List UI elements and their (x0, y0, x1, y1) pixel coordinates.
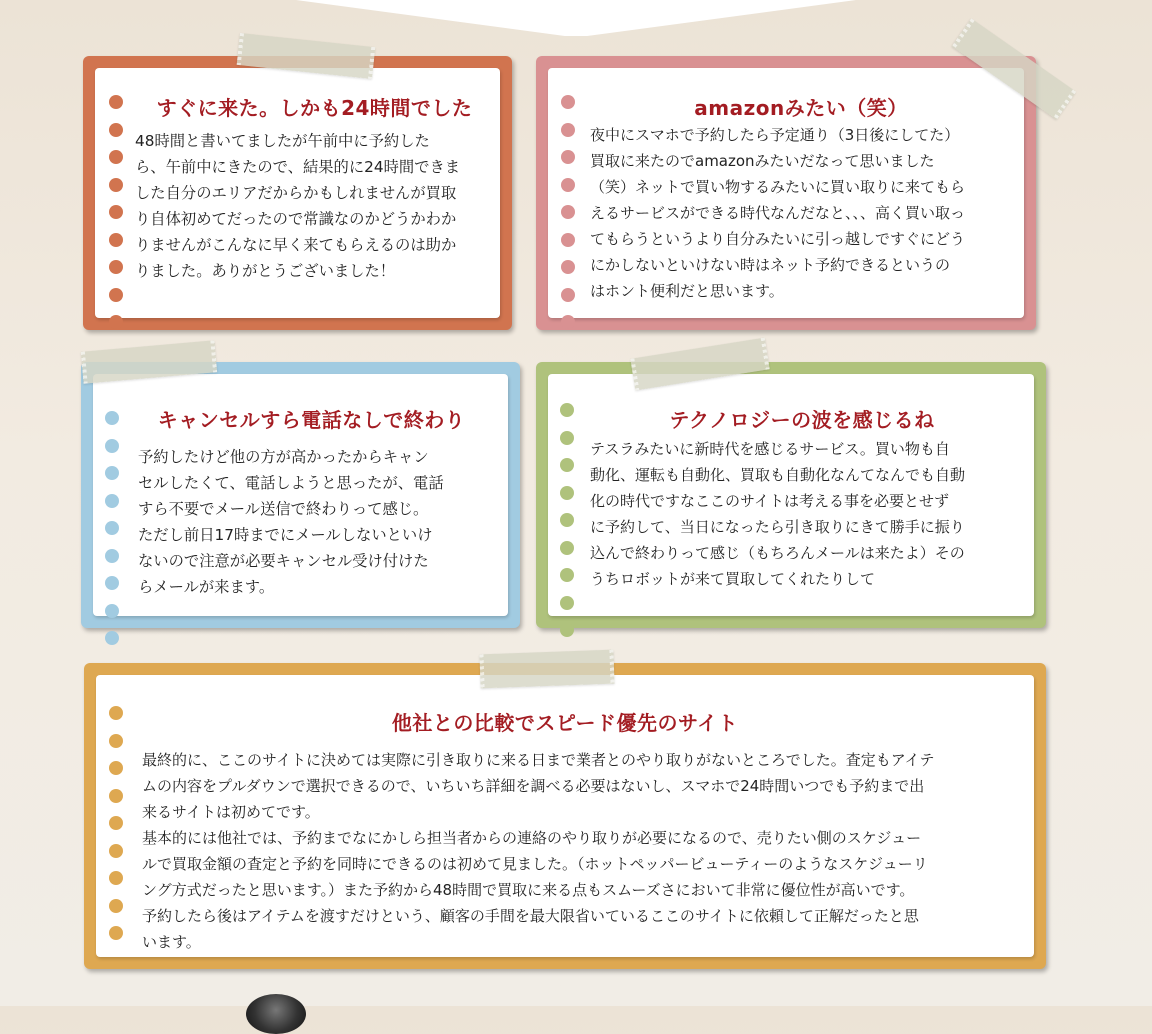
binding-dot (561, 205, 575, 219)
review-title: amazonみたい（笑） (694, 96, 908, 120)
binding-dot (105, 439, 119, 453)
binding-dot (109, 178, 123, 192)
binding-dot (109, 789, 123, 803)
review-line: 来るサイトは初めてです。 (142, 803, 320, 821)
review-line: 買取に来たのでamazonみたいだなって思いました (590, 152, 935, 170)
review-line: りました。ありがとうございました！ (135, 262, 396, 280)
review-line: ら、午前中にきたので、結果的に24時間できま (135, 158, 461, 176)
binding-dot (561, 288, 575, 302)
binding-dot (109, 816, 123, 830)
review-line: ムの内容をプルダウンで選択できるので、いちいち詳細を調べる必要はないし、スマホで24時間いつでも予約まで出 (142, 777, 925, 795)
review-card-5 (84, 663, 1046, 969)
avatar-illustration (246, 994, 306, 1034)
binding-dot (109, 205, 123, 219)
review-title: 他社との比較でスピード優先のサイト (391, 711, 739, 735)
binding-dot (109, 926, 123, 940)
review-line: すら不要でメール送信で終わりって感じ。 (138, 500, 429, 518)
tape-strip (479, 650, 614, 689)
review-line: 基本的には他社では、予約までなにかしら担当者からの連絡のやり取りが必要になるので、売りたい側のスケジュー (142, 829, 922, 847)
review-line: 予約したら後はアイテムを渡すだけという、顧客の手間を最大限省いているここのサイトに依頼して正解だったと思 (142, 907, 919, 925)
review-line: ただし前日17時までにメールしないといけ (138, 526, 433, 544)
header-notch (296, 0, 856, 36)
review-card-paper (548, 374, 1034, 616)
review-line: 込んで終わりって感じ（もちろんメールは来たよ）その (590, 544, 965, 562)
binding-dot (109, 871, 123, 885)
review-title: テクノロジーの波を感じるね (669, 408, 935, 432)
binding-dot (105, 521, 119, 535)
review-line: 動化、運転も自動化、買取も自動化なんてなんでも自動 (590, 466, 966, 484)
binding-dot (109, 844, 123, 858)
binding-dot (105, 604, 119, 618)
review-card-paper (93, 374, 508, 616)
binding-dot (561, 315, 575, 329)
review-title: すぐに来た。しかも24時間でした (156, 96, 473, 120)
review-card-3 (81, 362, 520, 628)
review-text (590, 122, 1030, 304)
binding-dot (105, 549, 119, 563)
review-line: した自分のエリアだからかもしれませんが買取 (135, 184, 457, 202)
review-card-paper (95, 68, 500, 318)
binding-dot (560, 623, 574, 637)
review-line: うちロボットが来て買取してくれたりして (590, 570, 876, 588)
review-line: らメールが来ます。 (138, 578, 275, 596)
review-card-1 (83, 56, 512, 330)
review-line: 化の時代ですなここのサイトは考える事を必要とせず (590, 492, 949, 510)
binding-dot (105, 576, 119, 590)
review-line: ないので注意が必要キャンセル受け付けた (138, 552, 429, 570)
binding-dot (109, 260, 123, 274)
review-title: キャンセルすら電話なしで終わり (157, 408, 466, 432)
binding-dot (109, 233, 123, 247)
binding-dot (560, 541, 574, 555)
review-line: り自体初めてだったので常識なのかどうかわか (135, 210, 457, 228)
review-line: 最終的に、ここのサイトに決めては実際に引き取りに来る日まで業者とのやり取りがないところでした。査定もアイテ (142, 751, 935, 769)
review-line: 予約したけど他の方が高かったからキャン (138, 448, 429, 466)
review-line: にかしないといけない時はネット予約できるというの (590, 256, 951, 274)
binding-dot (109, 288, 123, 302)
binding-dot (109, 95, 123, 109)
binding-dot (560, 568, 574, 582)
binding-dot (109, 150, 123, 164)
review-card-4 (536, 362, 1046, 628)
review-card-paper (96, 675, 1034, 957)
review-line: えるサービスができる時代なんだなと、、、高く買い取っ (590, 204, 966, 222)
binding-dot (105, 411, 119, 425)
review-line: 48時間と書いてましたが午前中に予約した (135, 132, 430, 150)
review-line: テスラみたいに新時代を感じるサービス。買い物も自 (590, 440, 950, 458)
binding-dot (560, 513, 574, 527)
binding-dot (109, 315, 123, 329)
binding-dot (561, 150, 575, 164)
review-card-paper (548, 68, 1024, 318)
binding-dot (105, 466, 119, 480)
binding-dot (560, 431, 574, 445)
binding-dot (560, 596, 574, 610)
review-line: います。 (142, 933, 201, 951)
review-line: （笑）ネットで買い物するみたいに買い取りに来てもら (590, 178, 966, 196)
binding-dot (561, 233, 575, 247)
review-line: りませんがこんなに早く来てもらえるのは助か (135, 236, 457, 254)
review-card-2 (536, 56, 1036, 330)
review-line: に予約して、当日になったら引き取りにきて勝手に振り (590, 518, 965, 536)
review-text (142, 747, 1028, 955)
review-text (138, 444, 498, 600)
binding-dot (561, 123, 575, 137)
binding-dot (109, 899, 123, 913)
review-line: ルで買取金額の査定と予約を同時にできるのは初めて見ました。（ホットペッパービューティーのようなスケジューリ (142, 855, 928, 873)
binding-dot (109, 123, 123, 137)
binding-dot (105, 631, 119, 645)
binding-dot (561, 178, 575, 192)
binding-dot (560, 403, 574, 417)
review-text (590, 436, 1040, 592)
review-line: てもらうというより自分みたいに引っ越しですぐにどう (590, 230, 966, 248)
review-line: はホント便利だと思います。 (590, 282, 784, 300)
review-text (135, 128, 505, 284)
binding-dot (561, 95, 575, 109)
binding-dot (561, 260, 575, 274)
binding-dot (560, 458, 574, 472)
binding-dot (560, 486, 574, 500)
review-line: ング方式だったと思います。）また予約から48時間で買取に来る点もスムーズさにおいて非常に優位性が高いです。 (142, 881, 915, 899)
review-line: セルしたくて、電話しようと思ったが、電話 (138, 474, 444, 492)
binding-dot (105, 494, 119, 508)
binding-dot (109, 761, 123, 775)
review-line: 夜中にスマホで予約したら予定通り（3日後にしてた） (590, 126, 960, 144)
